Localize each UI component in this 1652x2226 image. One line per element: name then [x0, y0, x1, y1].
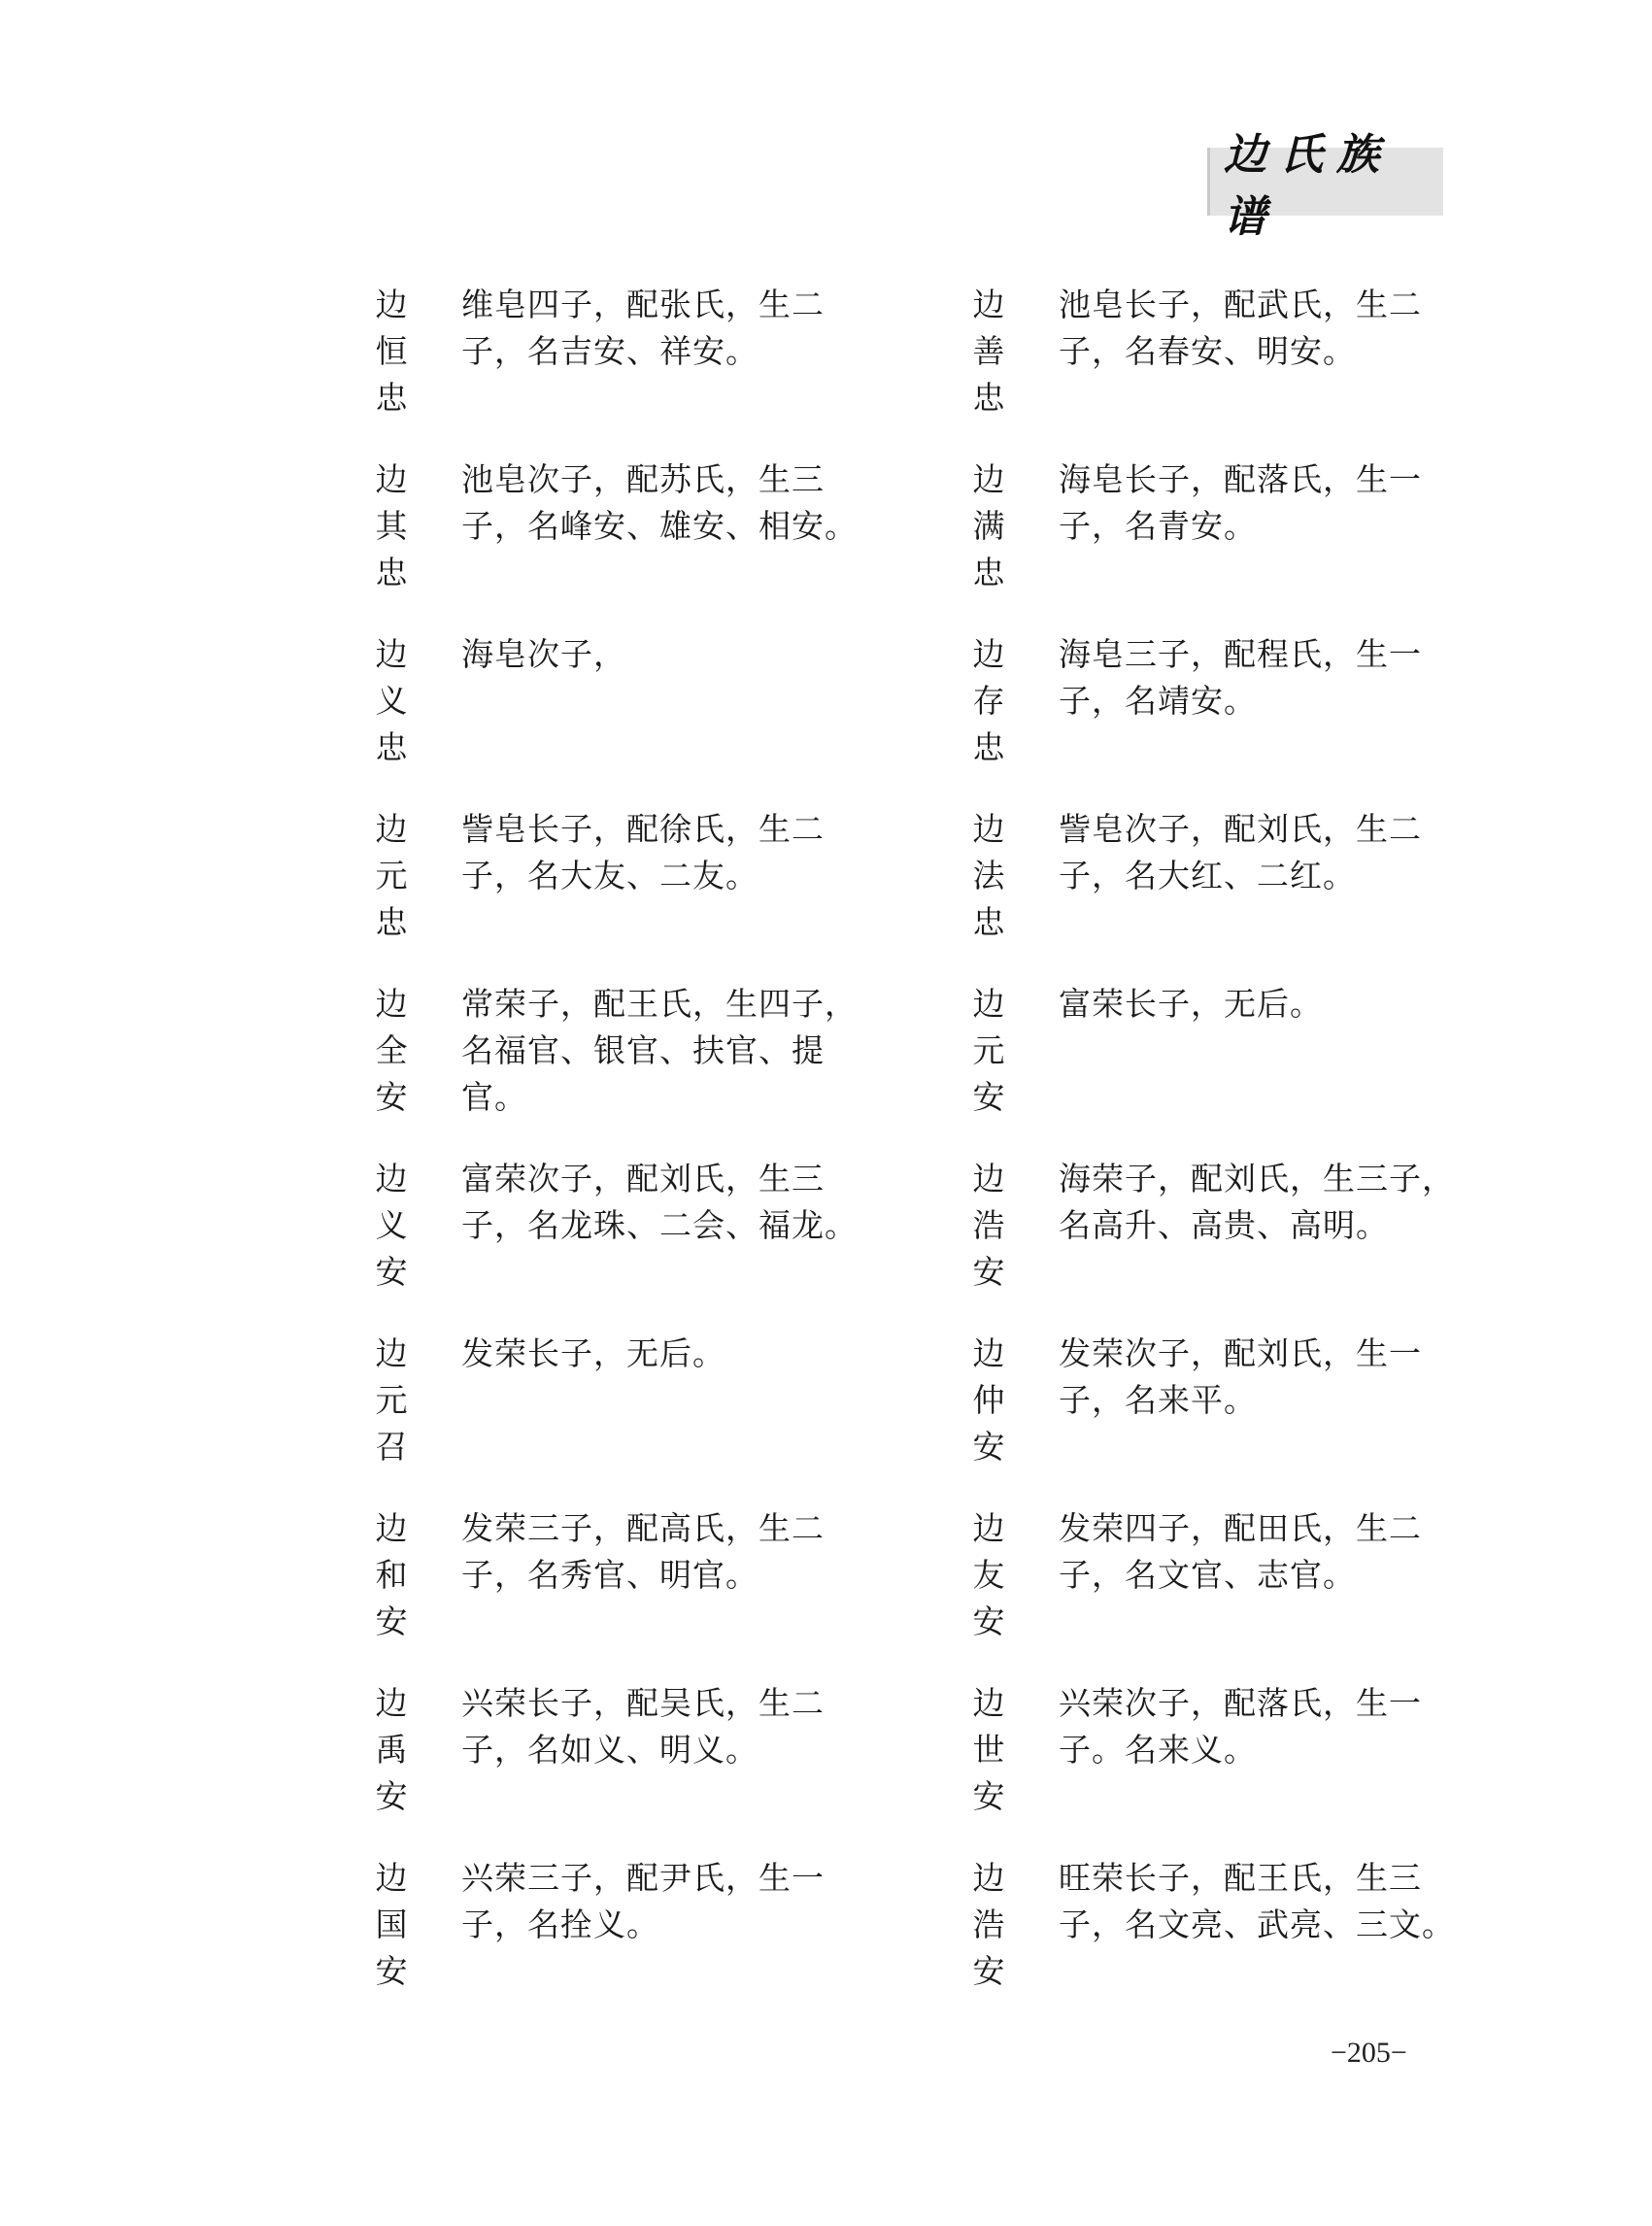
person-description: 海荣子，配刘氏，生三子，名高升、高贵、高明。: [1059, 1160, 1455, 1244]
page-number: −205−: [1331, 2037, 1407, 2069]
person-description: 发荣三子，配高氏，生二子，名秀官、明官。: [461, 1509, 825, 1594]
person-name: 边仲安: [972, 1334, 1005, 1466]
person-name: 边和安: [375, 1509, 408, 1640]
person-name: 边浩安: [972, 1160, 1005, 1291]
person-name: 边满忠: [972, 460, 1005, 591]
person-name: 边存忠: [972, 635, 1005, 766]
person-description: 旺荣长子，配王氏，生三子，名文亮、武亮、三文。: [1059, 1859, 1455, 1943]
person-description: 池皂长子，配武氏，生二子，名春安、明安。: [1059, 286, 1422, 370]
person-name: 边国安: [375, 1859, 408, 1990]
person-name: 边友安: [972, 1509, 1005, 1640]
person-description: 池皂次子，配苏氏，生三子，名峰安、雄安、相安。: [461, 460, 858, 545]
person-description: 维皂四子，配张氏，生二子，名吉安、祥安。: [461, 286, 825, 370]
person-description: 富荣长子，无后。: [1059, 985, 1323, 1023]
person-description: 海皂次子，: [461, 635, 626, 673]
person-name: 边元召: [375, 1334, 408, 1466]
person-description: 訾皂长子，配徐氏，生二子，名大友、二友。: [461, 810, 825, 894]
person-name: 边全安: [375, 985, 408, 1116]
person-name: 边义安: [375, 1160, 408, 1291]
person-description: 发荣次子，配刘氏，生一子，名来平。: [1059, 1334, 1422, 1419]
person-description: 兴荣三子，配尹氏，生一子，名拴义。: [461, 1859, 825, 1943]
person-description: 海皂长子，配落氏，生一子，名青安。: [1059, 460, 1422, 545]
person-name: 边义忠: [375, 635, 408, 766]
person-name: 边元忠: [375, 810, 408, 941]
person-name: 边法忠: [972, 810, 1005, 941]
person-name: 边世安: [972, 1684, 1005, 1815]
person-description: 訾皂次子，配刘氏，生二子，名大红、二红。: [1059, 810, 1422, 894]
person-name: 边浩安: [972, 1859, 1005, 1990]
person-name: 边禹安: [375, 1684, 408, 1815]
person-description: 兴荣次子，配落氏，生一子。名来义。: [1059, 1684, 1422, 1769]
person-description: 常荣子，配王氏，生四子，名福官、银官、扶官、提官。: [461, 985, 858, 1116]
person-name: 边其忠: [375, 460, 408, 591]
person-name: 边元安: [972, 985, 1005, 1116]
person-description: 海皂三子，配程氏，生一子，名靖安。: [1059, 635, 1422, 720]
person-description: 兴荣长子，配吴氏，生二子，名如义、明义。: [461, 1684, 825, 1769]
person-name: 边善忠: [972, 286, 1005, 417]
person-description: 富荣次子，配刘氏，生三子，名龙珠、二会、福龙。: [461, 1160, 858, 1244]
person-description: 发荣长子，无后。: [461, 1334, 725, 1372]
page-header-title: 边氏族谱: [1224, 130, 1393, 242]
person-description: 发荣四子，配田氏，生二子，名文官、志官。: [1059, 1509, 1422, 1594]
person-name: 边恒忠: [375, 286, 408, 417]
